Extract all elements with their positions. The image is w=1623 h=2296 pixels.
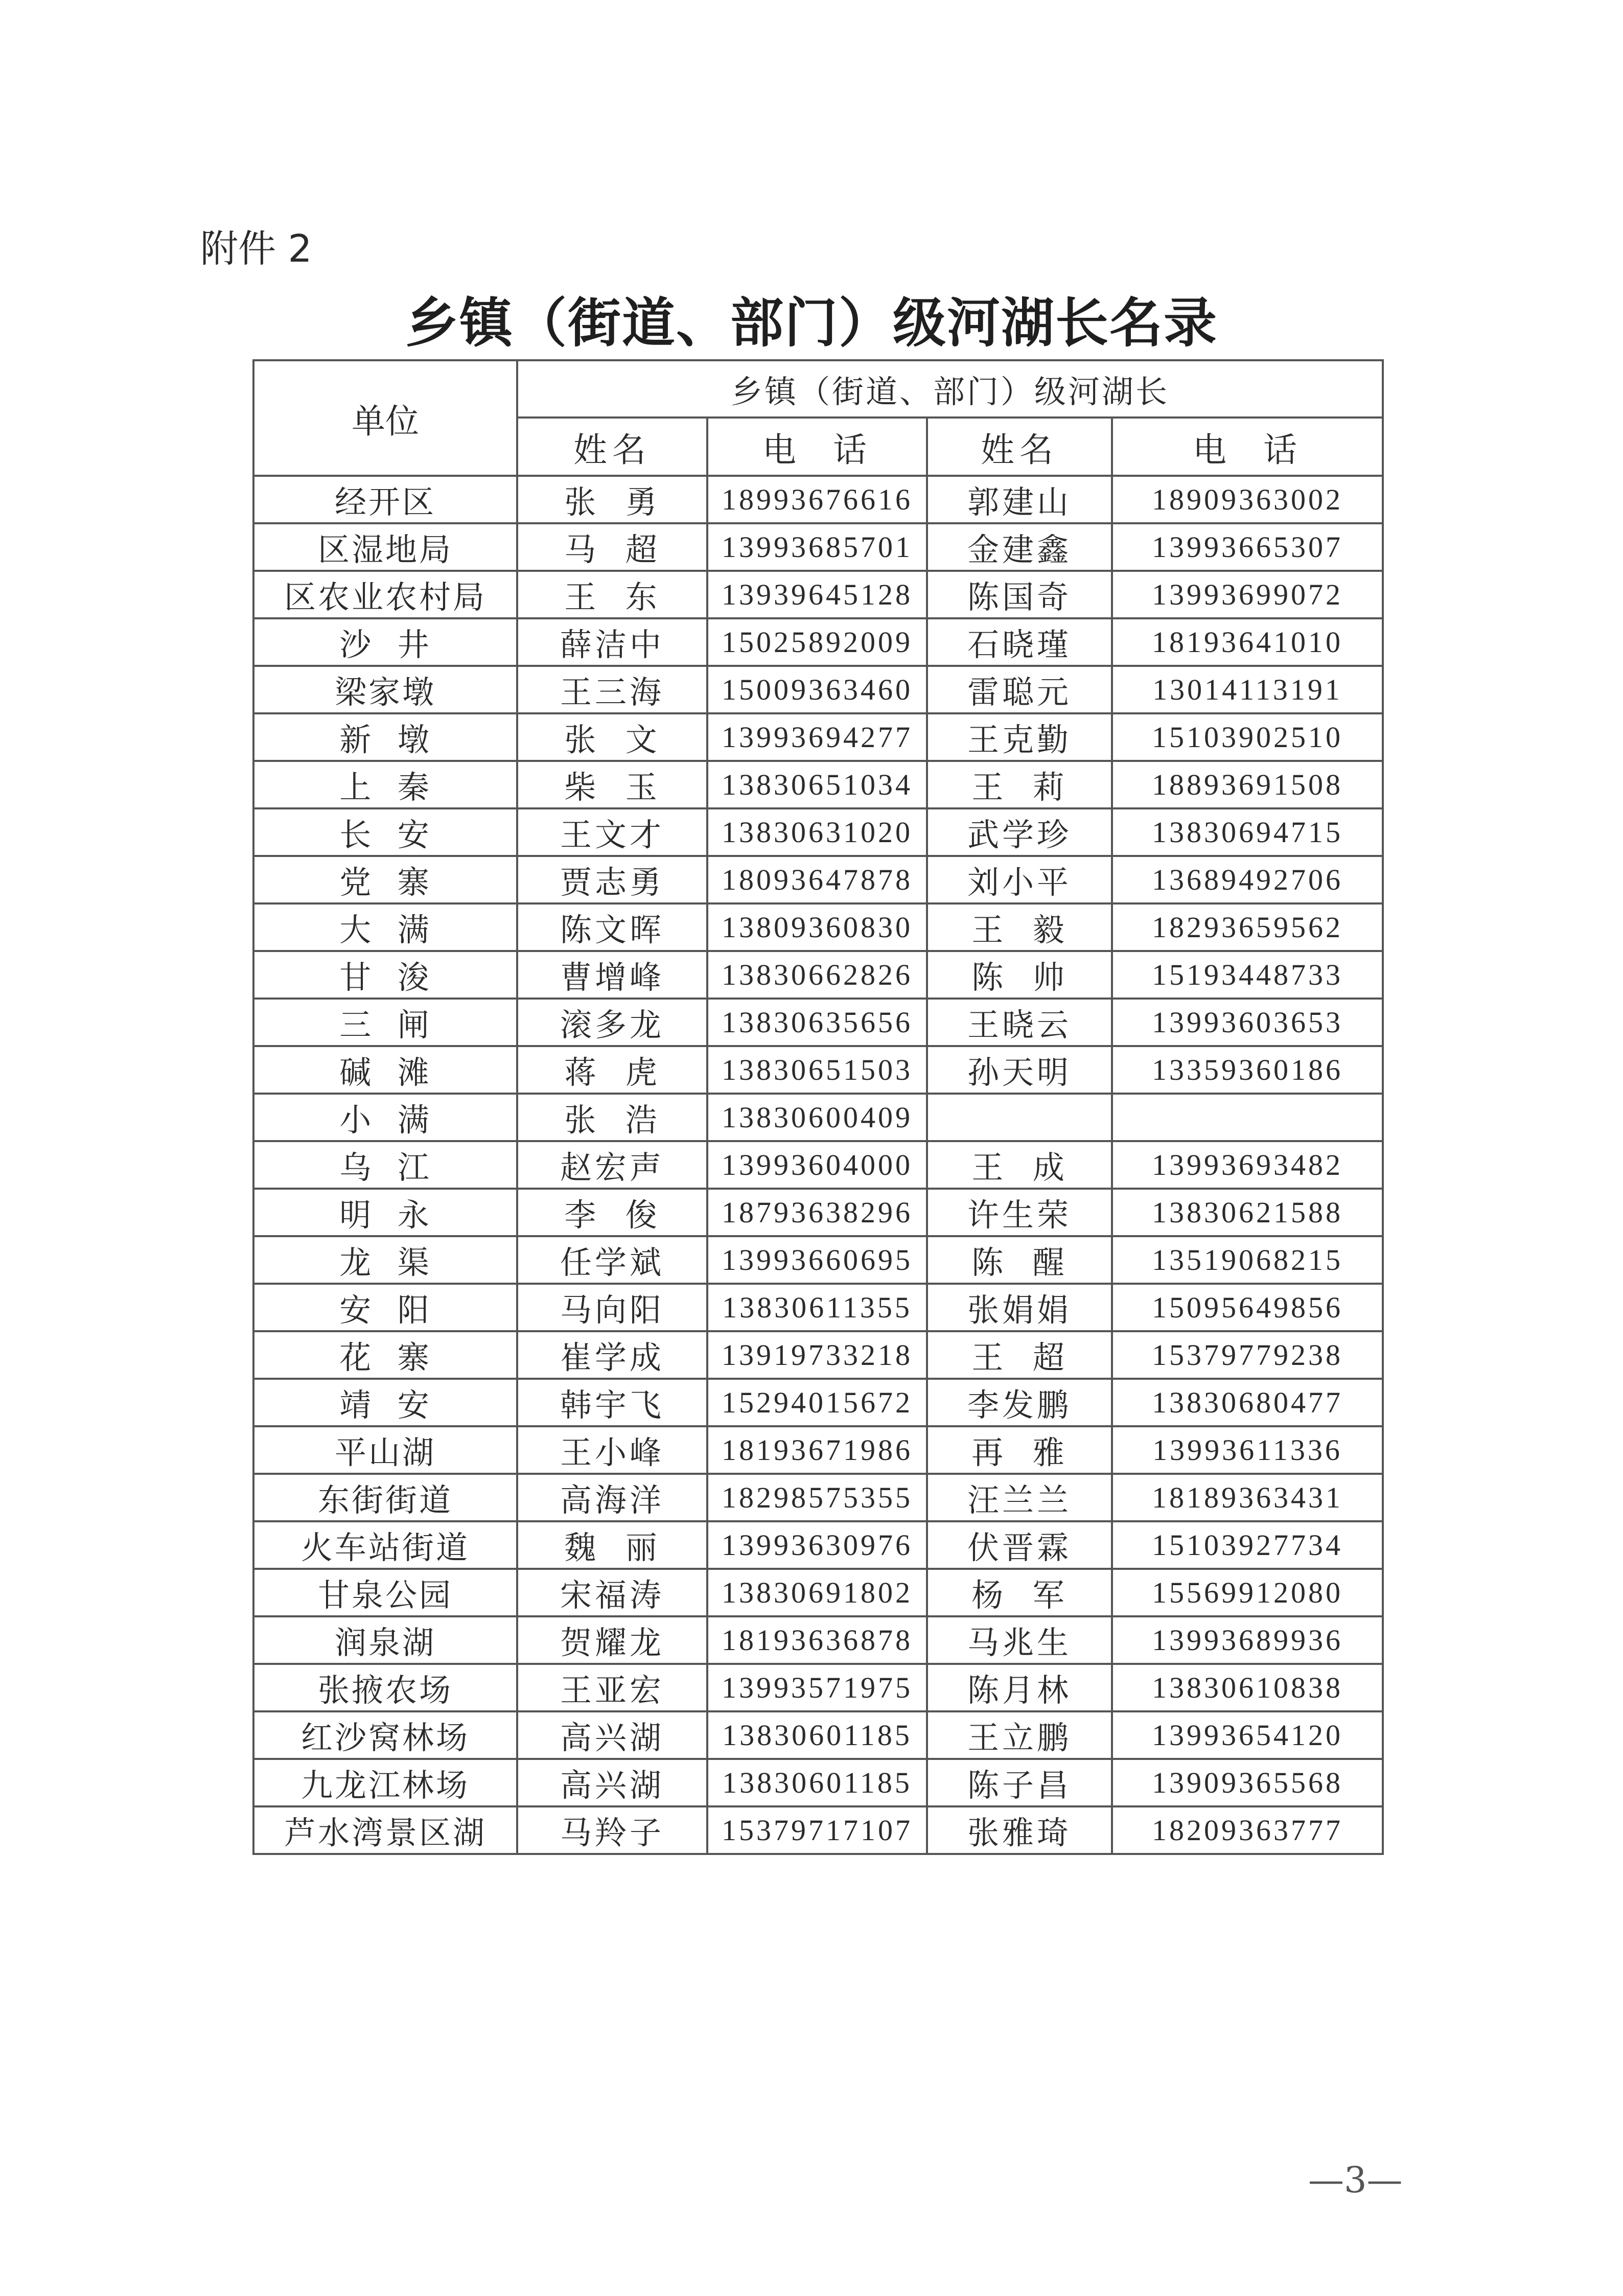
- unit-cell: 三 闸: [253, 999, 517, 1046]
- phone-cell: 13993654120: [1112, 1711, 1383, 1759]
- unit-cell: 芦水湾景区湖: [253, 1806, 517, 1854]
- unit-cell: 沙 井: [253, 618, 517, 666]
- name-cell: 张 浩: [517, 1094, 707, 1141]
- name-cell: 高兴湖: [517, 1759, 707, 1806]
- name-cell: 马兆生: [927, 1616, 1112, 1664]
- unit-cell: 大 满: [253, 903, 517, 951]
- name-cell: 薛洁中: [517, 618, 707, 666]
- phone-cell: 13830631020: [707, 808, 927, 856]
- phone-cell: 15379717107: [707, 1806, 927, 1854]
- phone-cell: 13993611336: [1112, 1426, 1383, 1474]
- header-phone-1: 电 话: [707, 418, 927, 476]
- unit-cell: 花 寨: [253, 1331, 517, 1379]
- header-name-1: 姓名: [517, 418, 707, 476]
- name-cell: 伏晋霖: [927, 1521, 1112, 1569]
- phone-cell: 18193671986: [707, 1426, 927, 1474]
- name-cell: 金建鑫: [927, 523, 1112, 571]
- table-row: [253, 618, 1383, 666]
- name-cell: 王克勤: [927, 713, 1112, 761]
- unit-cell: 甘泉公园: [253, 1569, 517, 1616]
- unit-cell: 东街街道: [253, 1474, 517, 1521]
- phone-cell: 13909365568: [1112, 1759, 1383, 1806]
- table-row: [253, 476, 1383, 523]
- phone-cell: 13993685701: [707, 523, 927, 571]
- unit-cell: 安 阳: [253, 1284, 517, 1331]
- table-row: [253, 1379, 1383, 1426]
- unit-cell: 靖 安: [253, 1379, 517, 1426]
- name-cell: 韩宇飞: [517, 1379, 707, 1426]
- phone-cell: 18909363002: [1112, 476, 1383, 523]
- name-cell: 崔学成: [517, 1331, 707, 1379]
- table-row: [253, 1236, 1383, 1284]
- name-cell: [927, 1094, 1112, 1141]
- table-row: [253, 1046, 1383, 1094]
- phone-cell: 18209363777: [1112, 1806, 1383, 1854]
- name-cell: 张 勇: [517, 476, 707, 523]
- unit-cell: 龙 渠: [253, 1236, 517, 1284]
- name-cell: 再 雅: [927, 1426, 1112, 1474]
- name-cell: 高兴湖: [517, 1711, 707, 1759]
- name-cell: 任学斌: [517, 1236, 707, 1284]
- name-cell: 贺耀龙: [517, 1616, 707, 1664]
- phone-cell: 13993694277: [707, 713, 927, 761]
- attachment-label: 附件 2: [200, 227, 312, 271]
- table-row: [253, 1664, 1383, 1711]
- phone-cell: 13809360830: [707, 903, 927, 951]
- page-number: —3—: [1308, 2159, 1403, 2201]
- table-row: [253, 1569, 1383, 1616]
- phone-cell: 13993603653: [1112, 999, 1383, 1046]
- phone-cell: 15193448733: [1112, 951, 1383, 999]
- name-cell: 王亚宏: [517, 1664, 707, 1711]
- table-row: [253, 999, 1383, 1046]
- unit-cell: 小 满: [253, 1094, 517, 1141]
- unit-cell: 张掖农场: [253, 1664, 517, 1711]
- table-row: [253, 523, 1383, 571]
- table-row: [253, 1331, 1383, 1379]
- name-cell: 宋福涛: [517, 1569, 707, 1616]
- name-cell: 雷聪元: [927, 666, 1112, 713]
- table-row: [253, 1616, 1383, 1664]
- name-cell: 魏 丽: [517, 1521, 707, 1569]
- name-cell: 王文才: [517, 808, 707, 856]
- table-row: [253, 1806, 1383, 1854]
- phone-cell: 13993660695: [707, 1236, 927, 1284]
- unit-cell: 上 秦: [253, 761, 517, 808]
- phone-cell: 15025892009: [707, 618, 927, 666]
- phone-cell: 18793638296: [707, 1189, 927, 1236]
- unit-cell: 新 墩: [253, 713, 517, 761]
- table-row: [253, 1711, 1383, 1759]
- phone-cell: 18293659562: [1112, 903, 1383, 951]
- name-cell: 王 东: [517, 571, 707, 618]
- table-row: [253, 856, 1383, 903]
- unit-cell: 红沙窝林场: [253, 1711, 517, 1759]
- name-cell: 郭建山: [927, 476, 1112, 523]
- table-row: [253, 713, 1383, 761]
- table-row: [253, 1759, 1383, 1806]
- name-cell: 张雅琦: [927, 1806, 1112, 1854]
- name-cell: 张 文: [517, 713, 707, 761]
- name-cell: 王 成: [927, 1141, 1112, 1189]
- name-cell: 马 超: [517, 523, 707, 571]
- table-row: [253, 666, 1383, 713]
- name-cell: 刘小平: [927, 856, 1112, 903]
- unit-cell: 明 永: [253, 1189, 517, 1236]
- name-cell: 王 超: [927, 1331, 1112, 1379]
- phone-cell: 13830601185: [707, 1711, 927, 1759]
- name-cell: 曹增峰: [517, 951, 707, 999]
- header-name-2: 姓名: [927, 418, 1112, 476]
- table-row: [253, 1094, 1383, 1141]
- phone-cell: 15294015672: [707, 1379, 927, 1426]
- name-cell: 高海洋: [517, 1474, 707, 1521]
- phone-cell: 18093647878: [707, 856, 927, 903]
- name-cell: 马向阳: [517, 1284, 707, 1331]
- name-cell: 王立鹏: [927, 1711, 1112, 1759]
- phone-cell: 13830621588: [1112, 1189, 1383, 1236]
- phone-cell: 18193636878: [707, 1616, 927, 1664]
- name-cell: 孙天明: [927, 1046, 1112, 1094]
- name-cell: 杨 军: [927, 1569, 1112, 1616]
- phone-cell: 13689492706: [1112, 856, 1383, 903]
- name-cell: 王晓云: [927, 999, 1112, 1046]
- unit-cell: 平山湖: [253, 1426, 517, 1474]
- phone-cell: 13830691802: [707, 1569, 927, 1616]
- phone-cell: 13830651034: [707, 761, 927, 808]
- name-cell: 许生荣: [927, 1189, 1112, 1236]
- header-phone-2: 电 话: [1112, 418, 1383, 476]
- unit-cell: 区湿地局: [253, 523, 517, 571]
- phone-cell: 13993693482: [1112, 1141, 1383, 1189]
- table-row: [253, 1521, 1383, 1569]
- phone-cell: 13993689936: [1112, 1616, 1383, 1664]
- phone-cell: 18193641010: [1112, 618, 1383, 666]
- phone-cell: 13993571975: [707, 1664, 927, 1711]
- phone-cell: 13519068215: [1112, 1236, 1383, 1284]
- phone-cell: 13830662826: [707, 951, 927, 999]
- table-row: [253, 571, 1383, 618]
- name-cell: 赵宏声: [517, 1141, 707, 1189]
- phone-cell: 13830651503: [707, 1046, 927, 1094]
- name-cell: 石晓瑾: [927, 618, 1112, 666]
- phone-cell: 13830611355: [707, 1284, 927, 1331]
- phone-cell: 13993665307: [1112, 523, 1383, 571]
- phone-cell: 15569912080: [1112, 1569, 1383, 1616]
- name-cell: 陈 帅: [927, 951, 1112, 999]
- phone-cell: 15379779238: [1112, 1331, 1383, 1379]
- header-row: [253, 360, 1383, 418]
- name-cell: 蒋 虎: [517, 1046, 707, 1094]
- unit-cell: 九龙江林场: [253, 1759, 517, 1806]
- name-cell: 陈子昌: [927, 1759, 1112, 1806]
- header-group: 乡镇（街道、部门）级河湖长: [517, 360, 1383, 418]
- phone-cell: 13014113191: [1112, 666, 1383, 713]
- table-row: [253, 761, 1383, 808]
- table-row: [253, 1474, 1383, 1521]
- phone-cell: 18993676616: [707, 476, 927, 523]
- unit-cell: 梁家墩: [253, 666, 517, 713]
- phone-cell: 13993630976: [707, 1521, 927, 1569]
- phone-cell: 15009363460: [707, 666, 927, 713]
- unit-cell: 乌 江: [253, 1141, 517, 1189]
- phone-cell: 13939645128: [707, 571, 927, 618]
- phone-cell: 13993699072: [1112, 571, 1383, 618]
- phone-cell: 18893691508: [1112, 761, 1383, 808]
- phone-cell: 15095649856: [1112, 1284, 1383, 1331]
- name-cell: 武学珍: [927, 808, 1112, 856]
- unit-cell: 甘 浚: [253, 951, 517, 999]
- name-cell: 王 莉: [927, 761, 1112, 808]
- document-title: 乡镇（街道、部门）级河湖长名录: [405, 291, 1218, 354]
- phone-cell: 13830694715: [1112, 808, 1383, 856]
- table-row: [253, 951, 1383, 999]
- name-cell: 柴 玉: [517, 761, 707, 808]
- phone-cell: 13830601185: [707, 1759, 927, 1806]
- phone-cell: 13830610838: [1112, 1664, 1383, 1711]
- phone-cell: 13830635656: [707, 999, 927, 1046]
- table-row: [253, 1141, 1383, 1189]
- unit-cell: 碱 滩: [253, 1046, 517, 1094]
- phone-cell: 18189363431: [1112, 1474, 1383, 1521]
- name-cell: 滚多龙: [517, 999, 707, 1046]
- name-cell: 王三海: [517, 666, 707, 713]
- name-cell: 张娟娟: [927, 1284, 1112, 1331]
- phone-cell: 15103927734: [1112, 1521, 1383, 1569]
- phone-cell: 13993604000: [707, 1141, 927, 1189]
- phone-cell: 13359360186: [1112, 1046, 1383, 1094]
- phone-cell: 13830680477: [1112, 1379, 1383, 1426]
- name-cell: 陈国奇: [927, 571, 1112, 618]
- header-unit: 单位: [253, 360, 517, 476]
- table-row: [253, 808, 1383, 856]
- phone-cell: 13830600409: [707, 1094, 927, 1141]
- name-cell: 李发鹏: [927, 1379, 1112, 1426]
- name-cell: 马羚子: [517, 1806, 707, 1854]
- phone-cell: [1112, 1094, 1383, 1141]
- phone-cell: 15103902510: [1112, 713, 1383, 761]
- name-cell: 汪兰兰: [927, 1474, 1112, 1521]
- table-row: [253, 1284, 1383, 1331]
- table-row: [253, 1189, 1383, 1236]
- table-row: [253, 1426, 1383, 1474]
- name-cell: 陈文晖: [517, 903, 707, 951]
- unit-cell: 经开区: [253, 476, 517, 523]
- unit-cell: 党 寨: [253, 856, 517, 903]
- unit-cell: 润泉湖: [253, 1616, 517, 1664]
- name-cell: 王小峰: [517, 1426, 707, 1474]
- name-cell: 李 俊: [517, 1189, 707, 1236]
- phone-cell: 18298575355: [707, 1474, 927, 1521]
- unit-cell: 火车站街道: [253, 1521, 517, 1569]
- name-cell: 王 毅: [927, 903, 1112, 951]
- unit-cell: 区农业农村局: [253, 571, 517, 618]
- name-cell: 陈月林: [927, 1664, 1112, 1711]
- river-chief-table: [252, 359, 1384, 1855]
- name-cell: 贾志勇: [517, 856, 707, 903]
- unit-cell: 长 安: [253, 808, 517, 856]
- name-cell: 陈 醒: [927, 1236, 1112, 1284]
- phone-cell: 13919733218: [707, 1331, 927, 1379]
- table-row: [253, 903, 1383, 951]
